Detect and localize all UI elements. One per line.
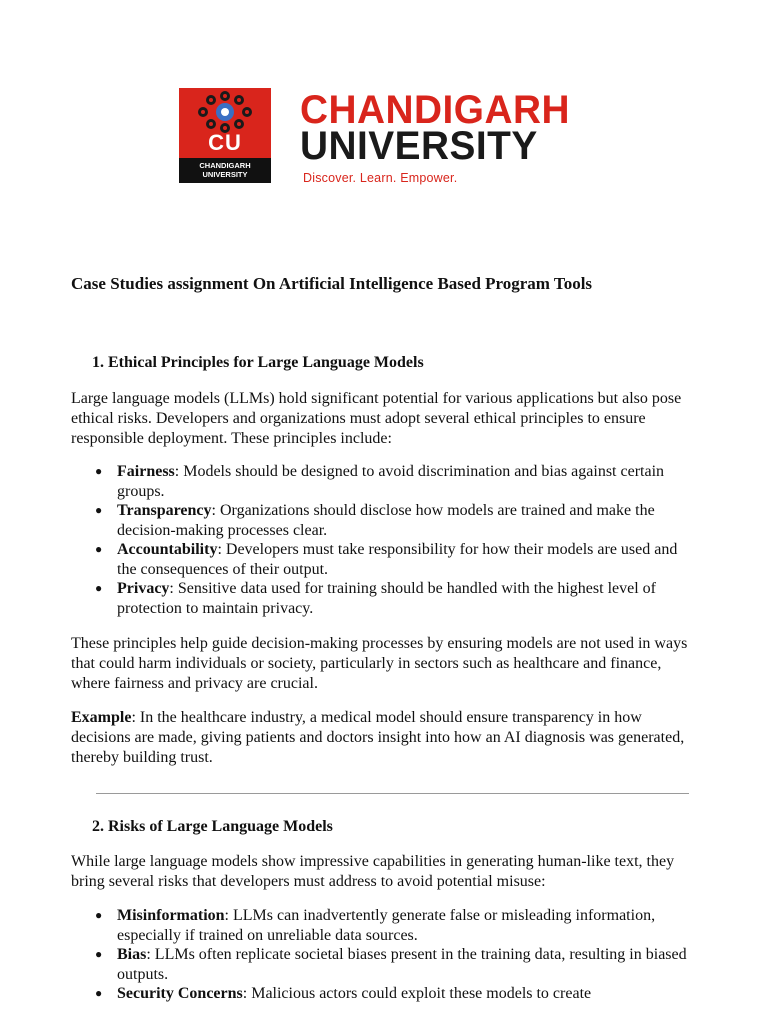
wordmark-line-1: CHANDIGARH xyxy=(300,88,570,132)
bullet-icon: ● xyxy=(95,908,103,922)
list-item-text: : Developers must take responsibility for how their models are used and the consequences of their output. xyxy=(117,541,678,578)
list-item-term: Fairness xyxy=(117,463,175,480)
section-divider xyxy=(96,793,689,794)
section-1-intro: Large language models (LLMs) hold significant potential for various applications but also pose ethical risks. Developers and organizations must adopt several ethical principles to ensure responsible deployment. These principles include: xyxy=(71,390,682,447)
bullet-icon: ● xyxy=(95,947,103,961)
list-item xyxy=(71,906,696,945)
list-item-term: Privacy xyxy=(117,580,170,597)
cu-letters: CU xyxy=(208,130,242,155)
list-item xyxy=(71,501,696,540)
list-item xyxy=(71,462,696,501)
list-item-text: : LLMs can inadvertently generate false or misleading information, especially if trained on unreliable data sources. xyxy=(117,907,656,944)
bullet-icon: ● xyxy=(95,503,103,517)
section-2-risks-list xyxy=(71,906,696,1004)
list-item-text: : Models should be designed to avoid discrimination and bias against certain groups. xyxy=(117,463,665,500)
bullet-icon: ● xyxy=(95,542,103,556)
document-title: Case Studies assignment On Artificial Intelligence Based Program Tools xyxy=(71,274,593,293)
bullet-icon: ● xyxy=(95,464,103,478)
emblem-caption-line-2: UNIVERSITY xyxy=(202,170,248,179)
list-item-text: : Sensitive data used for training should be handled with the highest level of protection to maintain privacy. xyxy=(117,580,656,617)
section-2-heading: 2. Risks of Large Language Models xyxy=(92,818,333,835)
bullet-icon: ● xyxy=(95,581,103,595)
logo-tagline: Discover. Learn. Empower. xyxy=(303,171,458,185)
list-item xyxy=(71,579,696,618)
emblem-caption-line-1: CHANDIGARH xyxy=(199,161,251,170)
section-1-principles-list xyxy=(71,462,696,618)
section-1-heading: 1. Ethical Principles for Large Language Models xyxy=(92,354,424,371)
university-logo xyxy=(179,88,609,184)
section-2-intro: While large language models show impressive capabilities in generating human-like text, they bring several risks that developers must address to avoid potential misuse: xyxy=(71,853,675,890)
emblem-caption-band xyxy=(179,158,271,183)
list-item-text: : LLMs often replicate societal biases present in the training data, resulting in biased outputs. xyxy=(117,946,687,983)
list-item xyxy=(71,984,696,1004)
list-item xyxy=(71,540,696,579)
section-1-summary: These principles help guide decision-making processes by ensuring models are not used in ways that could harm individuals or society, particularly in sectors such as healthcare and finance, where fairness and privacy are crucial. xyxy=(71,635,688,692)
list-item-term: Security Concerns xyxy=(117,985,243,1002)
cu-emblem xyxy=(179,88,271,183)
example-label: Example xyxy=(71,709,132,726)
bullet-icon: ● xyxy=(95,986,103,1000)
example-text: : In the healthcare industry, a medical model should ensure transparency in how decisions are made, giving patients and doctors insight into how an AI diagnosis was generated, thereby building trust. xyxy=(71,709,685,766)
list-item-term: Accountability xyxy=(117,541,218,558)
list-item-term: Misinformation xyxy=(117,907,225,924)
wordmark-line-2: UNIVERSITY xyxy=(300,124,538,168)
list-item-term: Bias xyxy=(117,946,147,963)
list-item-text: : Malicious actors could exploit these models to create xyxy=(242,985,592,1002)
list-item-text: : Organizations should disclose how models are trained and make the decision-making processes clear. xyxy=(117,502,655,539)
list-item xyxy=(71,945,696,984)
section-1-example xyxy=(71,708,691,768)
list-item-term: Transparency xyxy=(117,502,212,519)
